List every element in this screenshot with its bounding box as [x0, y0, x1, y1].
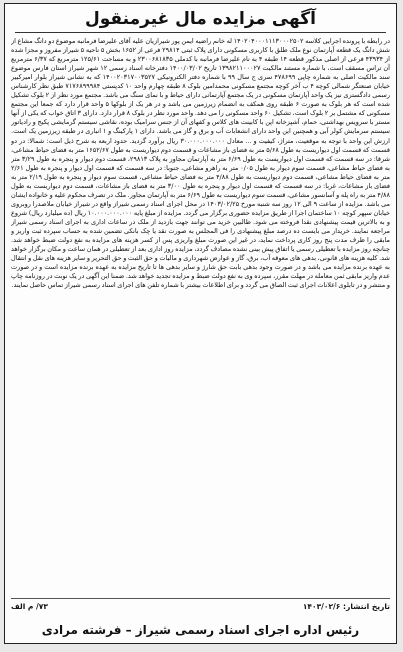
publication-date: ۱۴۰۳/۰۲/۶ [302, 602, 341, 611]
title-divider [15, 32, 386, 33]
publication-label: تاریخ انتشار: [343, 602, 390, 611]
notice-title: آگهی مزایده مال غیرمنقول [85, 9, 316, 29]
notice-body: در رابطه با پرونده اجرایی کلاسه ۱۴۰۲۰۴۰۰۰۱۱۱۳۰۰۰۲۵۰۲ له خانم راضیه ایمن پور شیرازیان علیه آقای علیرضا فرمانبه موضوع دو دانگ مشاع از شش دانگ یک قطعه آپارتمان نوع ملک طلق با کاربری مسکونی دارای پلاک ثبتی ۲۹۸۱۴ فرعی از ۱۶۵۲ بخش ۵ ناحیه ۵ شیراز مفروز و مجزا شده از ۴۳۹۳۴ فرعی از اصلی مذکور قطعه ۱۴ طبقه ۴ به نام علیرضا فرمانبه با کدملی ۲۳۰۰۶۸۱۸۳۵ و به مساحت ۱۲۵/۶۱ مترمربع که ۶/۳۷ مترمربع آن تراس مسقف است، با شماره مستند مالکیت ۱۳۹۸۲۱۱۰۰۰۲۷ تاریخ ۱۴۰۰/۰۳/۰۲ دفترخانه اسناد رسمی ۱۲ شهر شیراز استان فارس موضوع سند مالکیت اصلی به شماره چاپی ۴۷۸۶۹۹ سری ج سال ۹۹ با شماره دفتر الکترونیکی ۱۴۰۰۲۰۳۱۷۰۰۳۵۲۷ که به نشانی شیراز بلوار امیرکبیر خیابان صنعتگر شمالی کوچه ۴ ب آخر کوچه مجتمع مسکونی محمدامین بلوک ۸ طبقه چهارم واحد ۱۰ کدپستی ۷۱۷۶۸۹۹۹۸۴ طبق نظر کارشناس رسمی دادگستری نیز یک واحد آپارتمان مسکونی در یک مجتمع آپارتمانی دارای حیاط و با نمای سنگ می باشد. مجتمع مورد نظر از ۲ بلوک تشکیل شده است که هر بلوک به صورت ۶ طبقه روی همکف به انضمام زیرزمین می باشد و در هر یک از بلوکها ۵ واحد قرار دارد که جمعا این مجتمع مسکونی که مشتمل بر ۲ بلوک است، تشکیل ۶۰ واحد مسکونی را می دهد. واحد مورد نظر در بلوک ۸ قرار دارد. دارای ۳ اتاق خواب که یکی از آنها مستر با سرویس بهداشتی، حمام، آشپزخانه اپن با کابینت های کلاس و کفهای آن از جنس سرامیک بوده، نقاشی سیستم گرمایشی پکیج و رادیاتور سیستم سرمایش کولر آبی و همچنین این واحد دارای انشعابات آب و برق و گاز می باشد. دارای ۱ پارکینگ و ۱ انباری در طبقه زیرزمین یک است. ارزش این واحد با توجه به موقعیت، متراژ، کیفیت و ... معادل ۳۰.۰۰۰.۰۰۰.۰۰۰ ریال برآورد گردید. حدود اربعه به شرح ذیل است: شمالا: در دو قسمت که قسمت اول دیواریست به طول ۵/۶۸ متر به فضای باز مشاعات و قسمت دوم دیواریست به طول ۱۶۵۲/۶۷ متر به فضای حیاط مشاعی، شرقا: در سه قسمت که قسمت اول دیواریست به طول ۶/۶۹ متر به آپارتمان مجاور به پلاک ۲۹۸۱۳، قسمت دوم دیوار و پنجره به طول ۳/۲۹ متر به فضای حیاط مشاعی، قسمت سوم دیوار به طول ۰/۰۵ متر به راهرو مشاعی، جنوبا: در سه قسمت که قسمت اول دیوار و پنجره به طول ۲/۶۱ متر به فضای حیاط مشاعی، قسمت دوم دیواریست به طول ۴/۸۸ متر به فضای حیاط مشاعی، قسمت سوم دیوار و پنجره به طول ۲/۱۹ متر به فضای باز مشاعات، غربا: در سه قسمت که قسمت اول دیوار و پنجره به طول ۳/۰۰ متر به فضای باز مشاعات، قسمت دوم دیواریست به طول ۴/۸۸ متر به راه پله و آسانسور مشاعی، قسمت سوم دیواریست به طول ۶/۶۹ متر به آپارتمان مجاور. ملک در تصرف محکوم علیه و خانواده ایشان می باشد. مزایده از ساعت ۹ الی ۱۲ روز سه شنبه مورخ ۱۴۰۳/۰۲/۲۵ در محل اجرای اسناد رسمی شیراز واقع در شیراز خیابان ملاصدرا روبروی خیابان سپهر کوچه ۱۰ ساختمان اجرا از طریق مزایده حضوری برگزار می گردد. مزایده از مبلغ پایه ۱۰.۰۰۰.۰۰۰.۰۰۰ ریال (ده میلیارد ریال) شروع و به بالاترین قیمت پیشنهادی نقدا فروخته می شود. طالبین خرید می توانند جهت بازدید از ملک در ساعات اداری به اجرای اسناد رسمی شیراز مراجعه نمایند. خریدار می بایست ده درصد مبلغ پیشنهادی را فی المجلس به صورت نقد یا چک بانکی تضمین شده به حساب سپرده ثبت واریز و مابقی را ظرف مدت پنج روز کاری پرداخت نماید، در غیر این صورت مبلغ واریزی پس از کسر هزینه های مزایده به نفع دولت ضبط خواهد شد. چنانچه روز مزایده با تعطیلی رسمی یا اتفاق پیش بینی نشده مصادف گردد، مزایده روز اداری بعد از تعطیلی در همان ساعت و مکان برگزار خواهد شد. کلیه هزینه های قانونی، بدهی های معوقه آب، برق، گاز و عوارض شهرداری و مالیات و حق الثبت و حق التحریر و سایر هزینه های نقل و انتقال به عهده برنده مزایده می باشد و در صورت وجود بدهی بابت حق شارژ و سایر بدهی ها تا تاریخ مزایده به عهده برنده مزایده است و در صورت عدم واریز مابقی ثمن معامله در مهلت مقرر، سپرده وی به نفع دولت ضبط و مزایده تجدید خواهد شد. ضمنا این آگهی در یک نوبت در روزنامه چاپ و منتشر و در تابلوی اعلانات اجرای ثبت الصاق می گردد و برای اطلاعات بیشتر با شماره تلفن های اجرای اسناد رسمی شیراز تماس حاصل نمایند. [11, 37, 390, 290]
publication-info [303, 602, 390, 611]
notice-footer [11, 598, 390, 639]
auction-notice [4, 3, 397, 644]
signature-line: رئیس اداره اجرای اسناد رسمی شیراز – فرشته مرادی [41, 623, 360, 637]
reference-code: ۷۳/ م الف [11, 602, 48, 611]
